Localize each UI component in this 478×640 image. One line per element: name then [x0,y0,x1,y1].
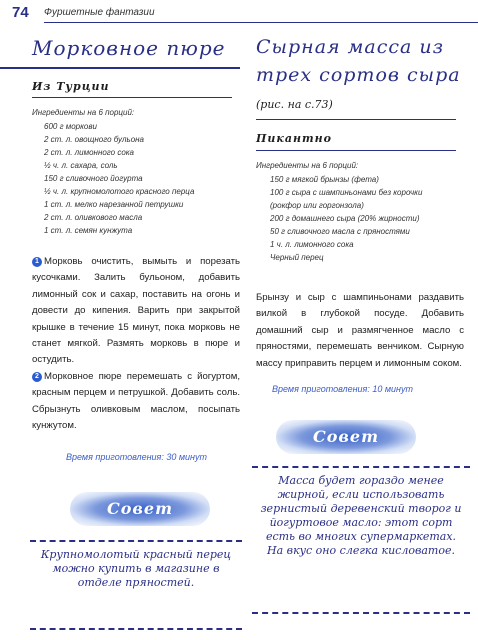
ingredient-item: 50 г сливочного масла с пряностями [270,227,410,236]
section-title: Фуршетные фантазии [44,7,155,18]
step-1 [32,254,240,369]
ingredient-item: 2 ст. л. лимонного сока [44,148,134,157]
ingredients-list-left [44,120,244,237]
cooking-time-right: Время приготовления: 10 минут [272,384,413,394]
ingredient-item: 2 ст. л. оливкового масла [44,213,143,222]
tip-badge-left: Совет [70,492,210,526]
tip-badge-right: Совет [276,420,416,454]
title-rule-left [0,67,240,69]
ingredient-item: 200 г домашнего сыра (20% жирности) [270,214,420,223]
step-number-badge: 1 [32,257,42,267]
header-rule [44,22,478,23]
instructions-left [32,254,240,434]
ingredients-list-right [270,173,470,264]
recipe-flavor-right: Пикантно [256,132,332,145]
ingredient-item: ½ ч. л. крупномолотого красного перца [44,187,195,196]
recipe-title-left: Морковное пюре [32,36,226,60]
ingredient-item: 150 г мягкой брынзы (фета) [270,175,379,184]
recipe-title-right-line1: Сырная масса из [256,36,444,58]
ingredient-item: 600 г моркови [44,122,97,131]
cooking-time-left: Время приготовления: 30 минут [66,452,207,462]
ingredient-item: Черный перец [270,253,324,262]
ingredients-heading-right: Ингредиенты на 6 порций: [256,161,359,170]
ingredient-item: (рокфор или горгонзола) [270,201,364,210]
recipe-origin-left: Из Турции [32,80,110,93]
figure-reference: (рис. на с.73) [256,98,333,111]
ingredient-item: 1 ч. л. лимонного сока [270,240,354,249]
ingredient-item: 100 г сыра с шампиньонами без корочки [270,188,423,197]
ingredient-item: 150 г сливочного йогурта [44,174,143,183]
step-text: Морковное пюре перемешать с йогуртом, красным перцем и петрушкой. Добавить соль. Сбрызнуть оливковым маслом, посыпать кунжутом. [32,370,240,432]
recipe-title-right-line2: трех сортов сыра [256,64,461,86]
subtitle-rule-right [256,150,456,151]
tip-text-left: Крупномолотый красный перец можно купить в магазине в отделе пряностей. [40,548,232,589]
step-text: Брынзу и сыр с шампиньонами раздавить вилкой в глубокой посуде. Добавить домашний сыр и размягченное масло с пряностями, перемешать венчиком. Сырную массу приправить перцем и лимонным соком. [256,292,464,369]
page-number: 74 [12,4,29,21]
ingredient-item: 2 ст. л. овощного бульона [44,135,144,144]
ingredients-heading-left: Ингредиенты на 6 порций: [32,108,135,117]
figure-ref-rule [256,119,456,120]
step-2 [32,369,240,435]
ingredient-item: 1 ст. л. семян кунжута [44,226,133,235]
step-number-badge: 2 [32,372,42,382]
tip-text-right: Масса будет гораздо менее жирной, если использовать зернистый деревенский творог и йогуртовое масло: этот сорт есть во многих супермаркетах. На вкус оно слегка кисловатое. [260,474,462,557]
subtitle-rule-left [32,97,232,98]
ingredient-item: ½ ч. л. сахара, соль [44,161,118,170]
ingredient-item: 1 ст. л. мелко нарезанной петрушки [44,200,184,209]
instructions-right [256,290,464,372]
step-text: Морковь очистить, вымыть и порезать кусочками. Залить бульоном, добавить лимонный сок и сахар, поставить на огонь и довести до кипения. Варить при закрытой крышке в течение 15 минут, пока морковь не станет мягкой. Размять морковь в пюре и остудить. [32,256,240,366]
